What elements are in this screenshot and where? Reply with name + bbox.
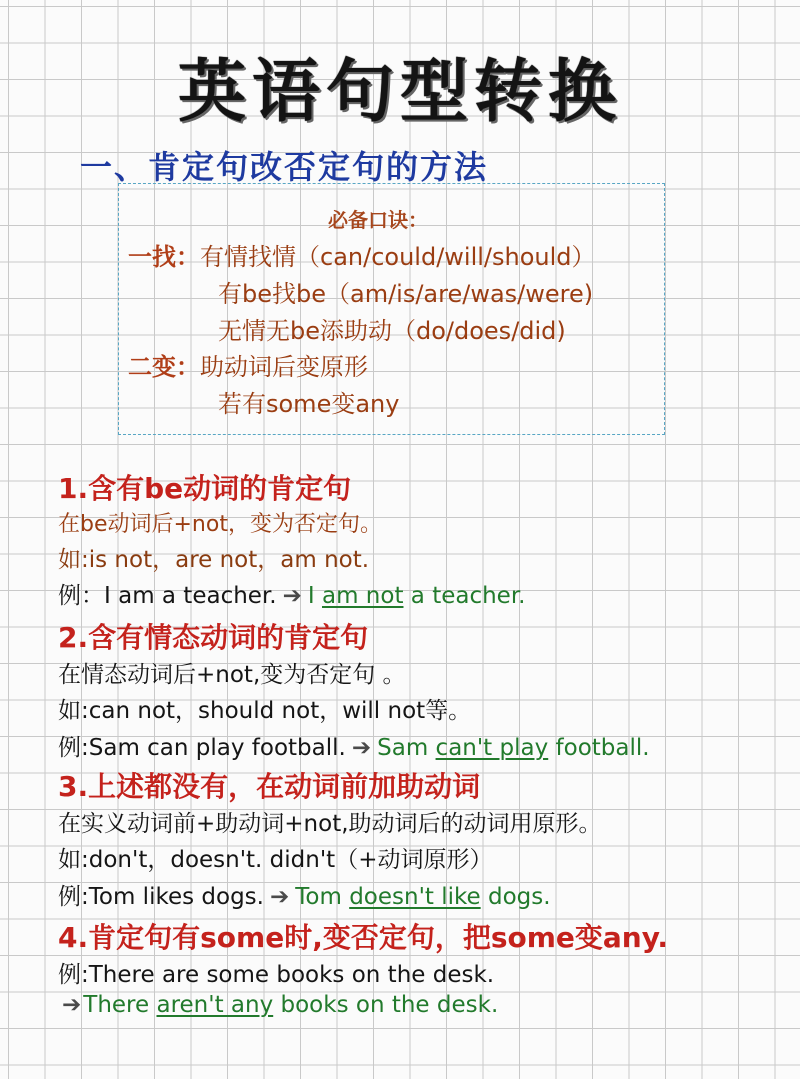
answer-underlined: can't play <box>435 735 549 761</box>
rule-forms: 如:don't，doesn't. didn't（+动词原形） <box>58 847 493 873</box>
answer-text: football. <box>548 735 650 761</box>
rule-answer-line <box>62 992 498 1018</box>
mnemonic-title: 必备口诀： <box>328 208 428 232</box>
section-heading: 一、肯定句改否定句的方法 <box>80 148 489 186</box>
answer-text: I <box>307 583 322 609</box>
answer-text: Tom <box>295 884 350 910</box>
example-label: 例: <box>58 884 89 910</box>
example-answer <box>308 583 526 609</box>
rule-example <box>58 729 650 762</box>
answer-text: a teacher. <box>403 583 526 609</box>
rule-example <box>58 577 526 610</box>
example-label: 例: <box>58 962 89 988</box>
example-sentence: Tom likes dogs. <box>88 884 264 910</box>
mnemonic-line-2: 有be找be（am/is/are/was/were) <box>218 280 594 308</box>
answer-text: Sam <box>377 735 436 761</box>
arrow-right-icon: ➔ <box>269 884 290 910</box>
rule-forms: 如:can not，should not，will not等。 <box>58 698 472 724</box>
arrow-right-icon: ➔ <box>282 583 302 609</box>
rule-heading: 3.上述都没有，在动词前加助动词 <box>58 770 481 803</box>
rule-example <box>58 956 494 989</box>
example-answer <box>83 992 498 1018</box>
example-sentence: Sam can play football. <box>88 735 346 761</box>
answer-underlined: am not <box>322 583 404 609</box>
mnemonic-line-1 <box>128 237 596 272</box>
rule-note: 在实义动词前+助动词+not,助动词后的动词用原形。 <box>58 811 602 837</box>
rule-heading: 4.肯定句有some时,变否定句，把some变any. <box>58 921 669 954</box>
arrow-right-icon: ➔ <box>351 735 372 761</box>
mnemonic-label-find: 一找： <box>128 243 200 271</box>
answer-underlined: aren't any <box>156 992 274 1018</box>
example-answer <box>377 735 649 761</box>
example-answer <box>295 884 550 910</box>
rule-example <box>58 878 551 911</box>
answer-text: dogs. <box>480 884 551 910</box>
mnemonic-text: 有情找情（can/could/will/should） <box>200 243 596 271</box>
rule-note: 在be动词后+not，变为否定句。 <box>58 512 382 537</box>
rule-heading: 1.含有be动词的肯定句 <box>58 472 352 505</box>
rule-forms: 如:is not，are not，am not. <box>58 547 370 573</box>
mnemonic-line-3: 无情无be添助动（do/does/did) <box>218 317 566 345</box>
mnemonic-label-change: 二变： <box>128 353 200 381</box>
example-label: 例: <box>58 735 89 761</box>
mnemonic-text: 助动词后变原形 <box>200 353 368 381</box>
answer-underlined: doesn't like <box>349 884 481 910</box>
page-title: 英语句型转换 <box>177 52 622 132</box>
answer-text: books on the desk. <box>273 992 499 1018</box>
answer-text: There <box>83 992 157 1018</box>
mnemonic-line-4 <box>128 347 368 382</box>
rule-heading: 2.含有情态动词的肯定句 <box>58 621 369 654</box>
rule-note: 在情态动词后+not,变为否定句 。 <box>58 662 406 688</box>
example-sentence: I am a teacher. <box>104 583 277 609</box>
example-sentence: There are some books on the desk. <box>88 962 495 988</box>
mnemonic-line-5: 若有some变any <box>218 390 400 418</box>
arrow-right-icon: ➔ <box>62 992 82 1018</box>
example-label: 例： <box>58 583 104 609</box>
